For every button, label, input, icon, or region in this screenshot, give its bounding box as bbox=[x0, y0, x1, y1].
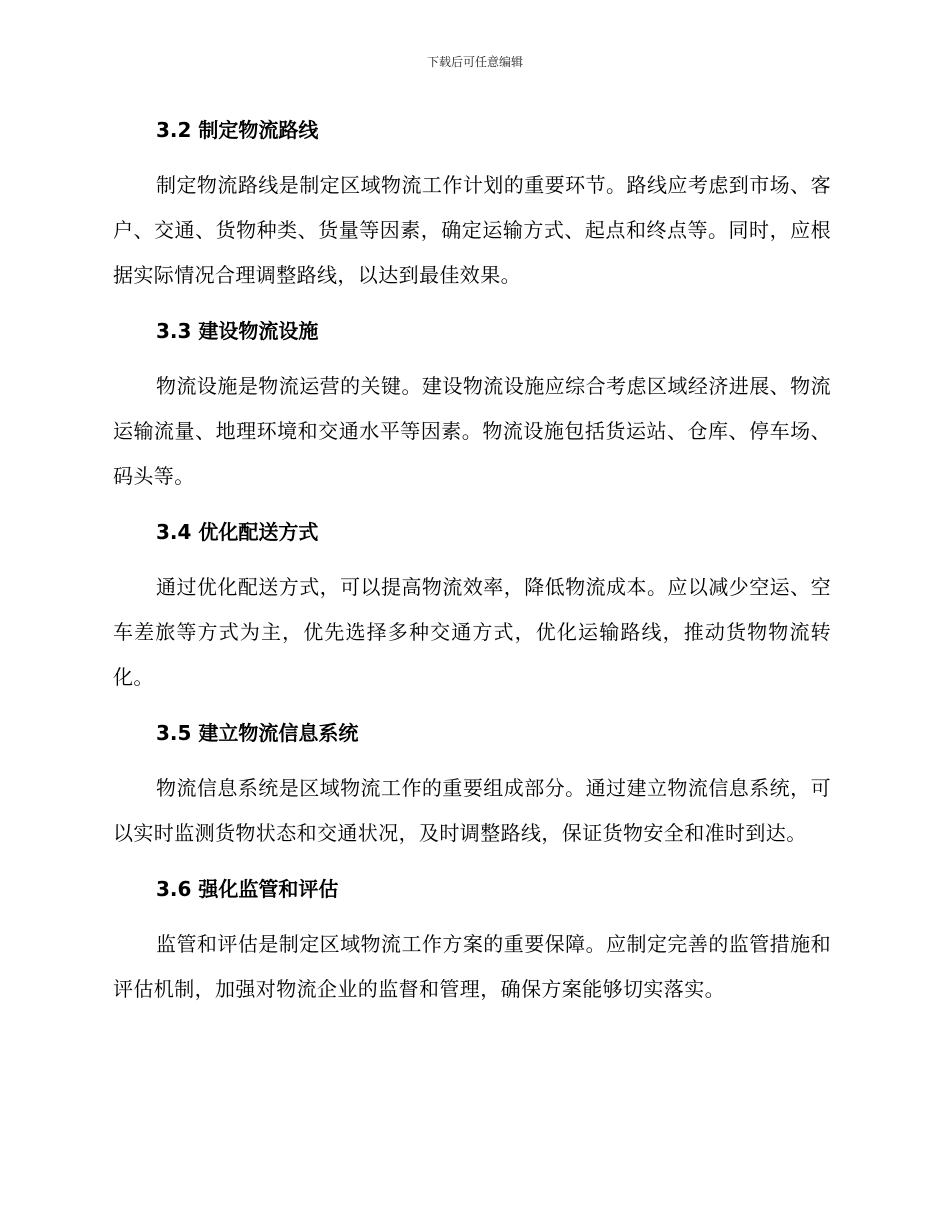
section-heading: 3.5 建立物流信息系统 bbox=[156, 721, 359, 745]
section-heading: 3.3 建设物流设施 bbox=[156, 319, 319, 343]
section-3-2 bbox=[113, 108, 831, 298]
section-paragraph: 监管和评估是制定区域物流工作方案的重要保障。应制定完善的监管措施和评估机制，加强对物流企业的监督和管理，确保方案能够切实落实。 bbox=[113, 932, 831, 1001]
document-body bbox=[113, 108, 831, 1012]
section-paragraph: 制定物流路线是制定区域物流工作计划的重要环节。路线应考虑到市场、客户、交通、货物种类、货量等因素，确定运输方式、起点和终点等。同时，应根据实际情况合理调整路线，以达到最佳效果。 bbox=[113, 173, 831, 287]
section-heading: 3.2 制定物流路线 bbox=[156, 118, 319, 142]
page-header-note: 下载后可任意编辑 bbox=[426, 55, 523, 69]
section-3-4 bbox=[113, 510, 831, 700]
section-paragraph: 物流信息系统是区域物流工作的重要组成部分。通过建立物流信息系统，可以实时监测货物状态和交通状况，及时调整路线，保证货物安全和准时到达。 bbox=[113, 776, 831, 845]
section-3-5 bbox=[113, 711, 831, 856]
section-paragraph: 通过优化配送方式，可以提高物流效率，降低物流成本。应以减少空运、空车差旅等方式为主，优先选择多种交通方式，优化运输路线，推动货物物流转化。 bbox=[113, 575, 831, 689]
section-paragraph: 物流设施是物流运营的关键。建设物流设施应综合考虑区域经济进展、物流运输流量、地理环境和交通水平等因素。物流设施包括货运站、仓库、停车场、码头等。 bbox=[113, 374, 831, 488]
section-heading: 3.4 优化配送方式 bbox=[156, 520, 319, 544]
section-heading: 3.6 强化监管和评估 bbox=[156, 877, 339, 901]
section-3-6 bbox=[113, 867, 831, 1012]
section-3-3 bbox=[113, 309, 831, 499]
